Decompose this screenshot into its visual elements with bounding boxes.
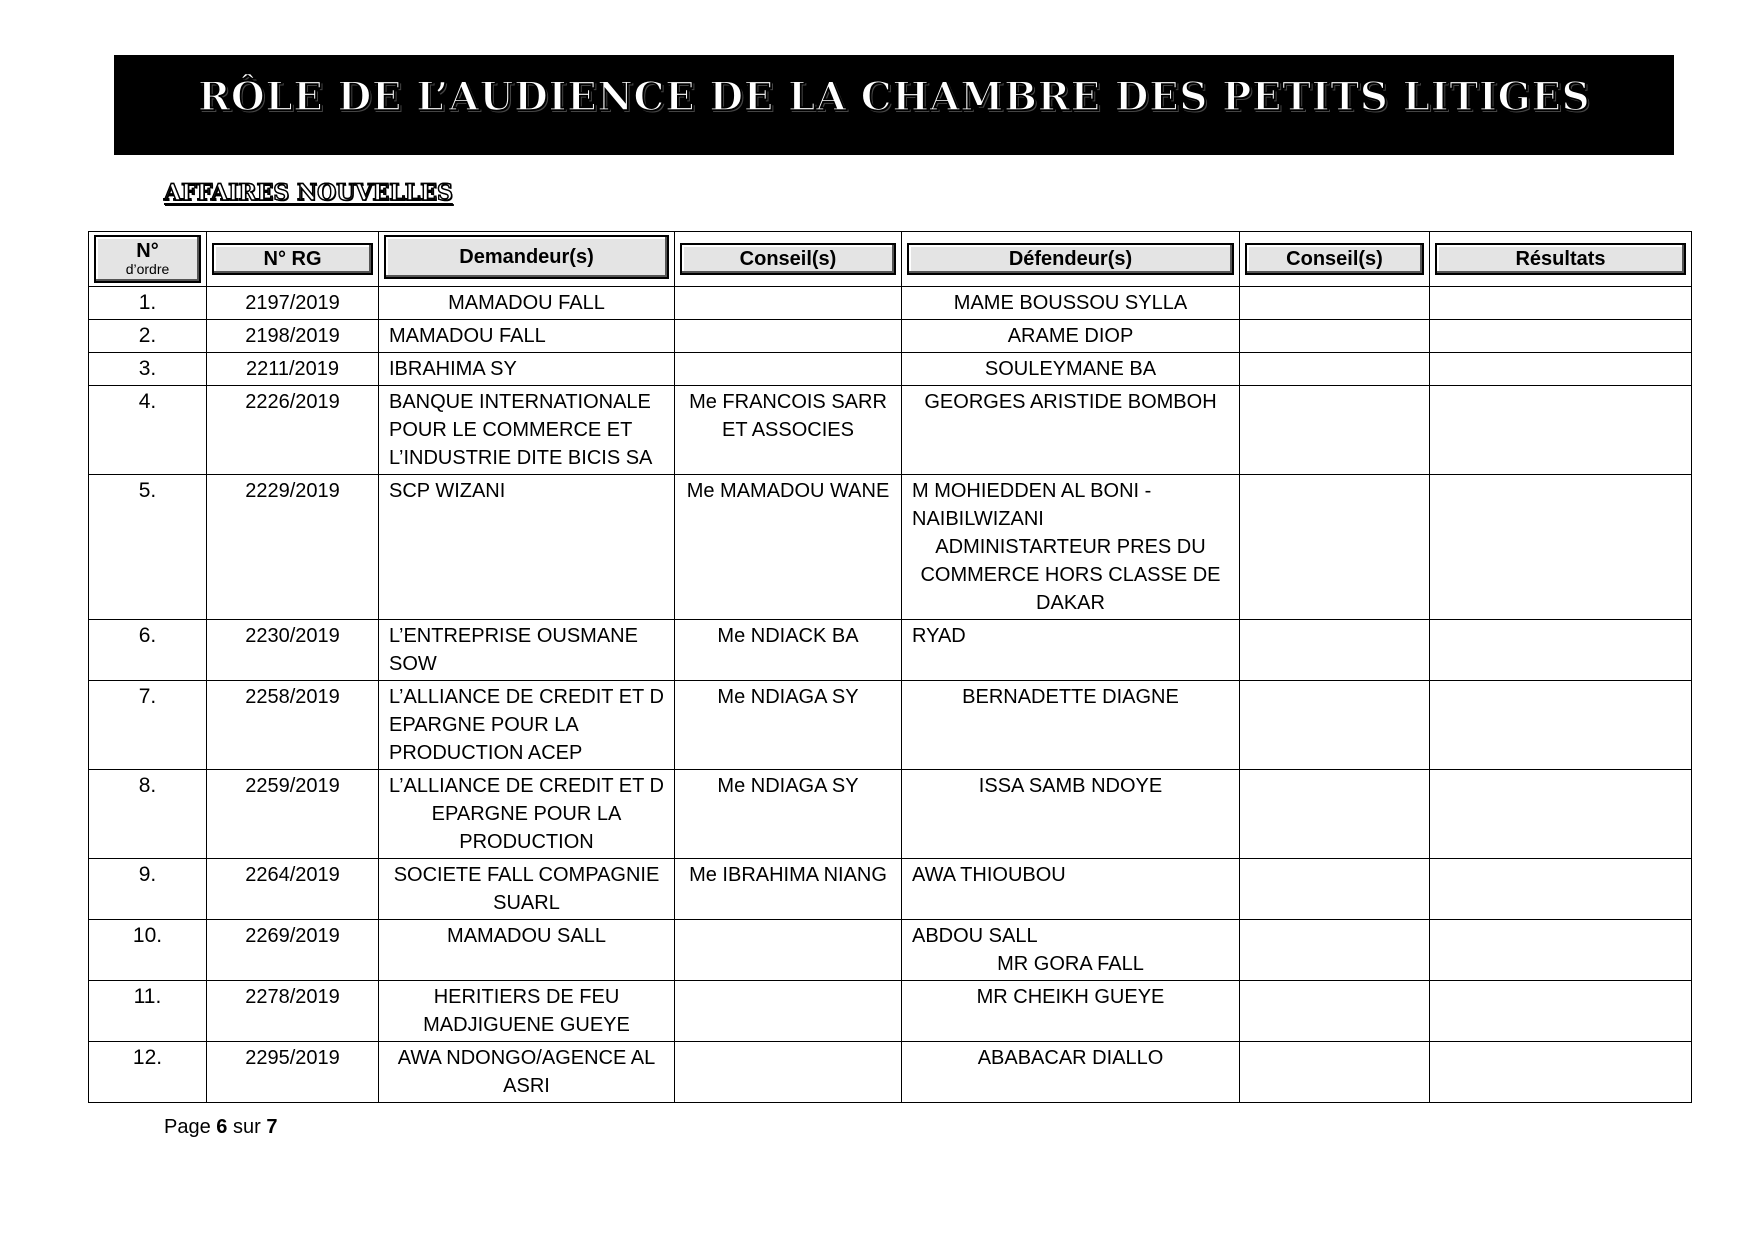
cell-demandeur: SOCIETE FALL COMPAGNIE SUARL: [379, 859, 675, 920]
cell-no: 1.: [89, 287, 207, 320]
header-rg: [207, 232, 379, 287]
cell-conseil-1: [675, 353, 902, 386]
cell-no: 3.: [89, 353, 207, 386]
cell-rg: 2258/2019: [207, 681, 379, 770]
cell-no: 11.: [89, 981, 207, 1042]
cell-conseil-2: [1240, 386, 1430, 475]
cell-no: 12.: [89, 1042, 207, 1103]
cell-defendeur: ISSA SAMB NDOYE: [902, 770, 1240, 859]
cell-no: 2.: [89, 320, 207, 353]
header-demandeur-label: Demandeur(s): [384, 235, 669, 279]
cell-demandeur: SCP WIZANI: [379, 475, 675, 620]
cell-conseil-1: Me NDIAGA SY: [675, 681, 902, 770]
cell-conseil-1: [675, 287, 902, 320]
cell-conseil-2: [1240, 475, 1430, 620]
header-conseil-1-label: Conseil(s): [680, 243, 896, 275]
header-resultats-label: Résultats: [1435, 243, 1686, 275]
table-row: [89, 981, 1692, 1042]
cell-demandeur: HERITIERS DE FEU MADJIGUENE GUEYE: [379, 981, 675, 1042]
cell-resultats: [1430, 681, 1692, 770]
cell-resultats: [1430, 920, 1692, 981]
cell-resultats: [1430, 320, 1692, 353]
cell-defendeur: RYAD: [902, 620, 1240, 681]
cell-resultats: [1430, 353, 1692, 386]
header-no-sub: d’ordre: [125, 261, 170, 278]
cell-conseil-1: Me IBRAHIMA NIANG: [675, 859, 902, 920]
cell-demandeur: L’ENTREPRISE OUSMANE SOW: [379, 620, 675, 681]
cell-rg: 2226/2019: [207, 386, 379, 475]
cell-demandeur: L’ALLIANCE DE CREDIT ET D EPARGNE POUR LA PRODUCTION ACEP: [379, 681, 675, 770]
cell-demandeur: MAMADOU FALL: [379, 287, 675, 320]
cell-conseil-1: Me NDIAGA SY: [675, 770, 902, 859]
defendeur-line-1: ABDOU SALL: [912, 925, 1038, 947]
title-banner: [114, 55, 1674, 155]
cell-conseil-2: [1240, 920, 1430, 981]
cell-rg: 2198/2019: [207, 320, 379, 353]
header-resultats: [1430, 232, 1692, 287]
cell-no: 10.: [89, 920, 207, 981]
cell-resultats: [1430, 620, 1692, 681]
cell-demandeur: MAMADOU SALL: [379, 920, 675, 981]
cell-demandeur: L’ALLIANCE DE CREDIT ET D EPARGNE POUR LA PRODUCTION: [379, 770, 675, 859]
defendeur-line-1: M MOHIEDDEN AL BONI - NAIBILWIZANI: [912, 480, 1152, 530]
cell-no: 7.: [89, 681, 207, 770]
cell-rg: 2229/2019: [207, 475, 379, 620]
cell-conseil-2: [1240, 320, 1430, 353]
header-demandeur: [379, 232, 675, 287]
table-row: [89, 770, 1692, 859]
page-title: RÔLE DE L’AUDIENCE DE LA CHAMBRE DES PETITS LITIGES: [197, 74, 1591, 120]
page-current: 6: [216, 1116, 228, 1138]
cell-conseil-2: [1240, 981, 1430, 1042]
cell-resultats: [1430, 859, 1692, 920]
cell-conseil-2: [1240, 287, 1430, 320]
page-sep: sur: [232, 1116, 261, 1138]
header-defendeur-label: Défendeur(s): [907, 243, 1234, 275]
table-row: [89, 386, 1692, 475]
header-no-label: N°: [136, 240, 159, 263]
cell-rg: 2278/2019: [207, 981, 379, 1042]
table-header-row: [89, 232, 1692, 287]
cell-rg: 2197/2019: [207, 287, 379, 320]
cell-conseil-2: [1240, 681, 1430, 770]
cell-no: 8.: [89, 770, 207, 859]
cell-no: 9.: [89, 859, 207, 920]
cell-defendeur: AWA THIOUBOU: [902, 859, 1240, 920]
cell-resultats: [1430, 386, 1692, 475]
cell-defendeur: BERNADETTE DIAGNE: [902, 681, 1240, 770]
section-title: AFFAIRES NOUVELLES: [164, 180, 453, 206]
cell-rg: 2264/2019: [207, 859, 379, 920]
cell-resultats: [1430, 770, 1692, 859]
cell-rg: 2259/2019: [207, 770, 379, 859]
cell-no: 6.: [89, 620, 207, 681]
cell-conseil-1: [675, 920, 902, 981]
cell-conseil-1: [675, 320, 902, 353]
cell-resultats: [1430, 475, 1692, 620]
cell-conseil-1: [675, 1042, 902, 1103]
table-row: [89, 681, 1692, 770]
table-row: [89, 620, 1692, 681]
cell-demandeur: AWA NDONGO/AGENCE AL ASRI: [379, 1042, 675, 1103]
header-defendeur: [902, 232, 1240, 287]
page-label: Page: [164, 1116, 211, 1138]
cell-conseil-2: [1240, 353, 1430, 386]
table-row: [89, 353, 1692, 386]
cell-resultats: [1430, 981, 1692, 1042]
cell-defendeur: ARAME DIOP: [902, 320, 1240, 353]
cell-defendeur: MR CHEIKH GUEYE: [902, 981, 1240, 1042]
cell-demandeur: MAMADOU FALL: [379, 320, 675, 353]
cell-defendeur: [902, 920, 1240, 981]
cell-conseil-2: [1240, 1042, 1430, 1103]
hearing-table: [88, 231, 1692, 1103]
cell-conseil-2: [1240, 770, 1430, 859]
cell-rg: 2230/2019: [207, 620, 379, 681]
cell-defendeur: MAME BOUSSOU SYLLA: [902, 287, 1240, 320]
header-conseil-2: [1240, 232, 1430, 287]
cell-no: 5.: [89, 475, 207, 620]
cell-defendeur: ABABACAR DIALLO: [902, 1042, 1240, 1103]
defendeur-line-2: MR GORA FALL: [997, 953, 1144, 975]
cell-conseil-1: Me NDIACK BA: [675, 620, 902, 681]
cell-rg: 2211/2019: [207, 353, 379, 386]
cell-conseil-2: [1240, 859, 1430, 920]
cell-resultats: [1430, 1042, 1692, 1103]
table-row: [89, 475, 1692, 620]
cell-defendeur: GEORGES ARISTIDE BOMBOH: [902, 386, 1240, 475]
header-no: [89, 232, 207, 287]
cell-conseil-2: [1240, 620, 1430, 681]
defendeur-line-2: ADMINISTARTEUR PRES DU COMMERCE HORS CLASSE DE DAKAR: [920, 536, 1221, 614]
page-total: 7: [266, 1116, 278, 1138]
cell-defendeur: [902, 475, 1240, 620]
cell-demandeur: BANQUE INTERNATIONALE POUR LE COMMERCE ET L’INDUSTRIE DITE BICIS SA: [379, 386, 675, 475]
cell-demandeur: IBRAHIMA SY: [379, 353, 675, 386]
cell-resultats: [1430, 287, 1692, 320]
table-row: [89, 287, 1692, 320]
cell-conseil-1: [675, 981, 902, 1042]
header-conseil-2-label: Conseil(s): [1245, 243, 1424, 275]
table-row: [89, 859, 1692, 920]
table-row: [89, 1042, 1692, 1103]
cell-defendeur: SOULEYMANE BA: [902, 353, 1240, 386]
table-row: [89, 920, 1692, 981]
cell-no: 4.: [89, 386, 207, 475]
table-row: [89, 320, 1692, 353]
cell-rg: 2269/2019: [207, 920, 379, 981]
cell-conseil-1: Me FRANCOIS SARR ET ASSOCIES: [675, 386, 902, 475]
page-footer: [164, 1116, 277, 1139]
header-rg-label: N° RG: [212, 243, 373, 275]
header-conseil-1: [675, 232, 902, 287]
cell-rg: 2295/2019: [207, 1042, 379, 1103]
cell-conseil-1: Me MAMADOU WANE: [675, 475, 902, 620]
